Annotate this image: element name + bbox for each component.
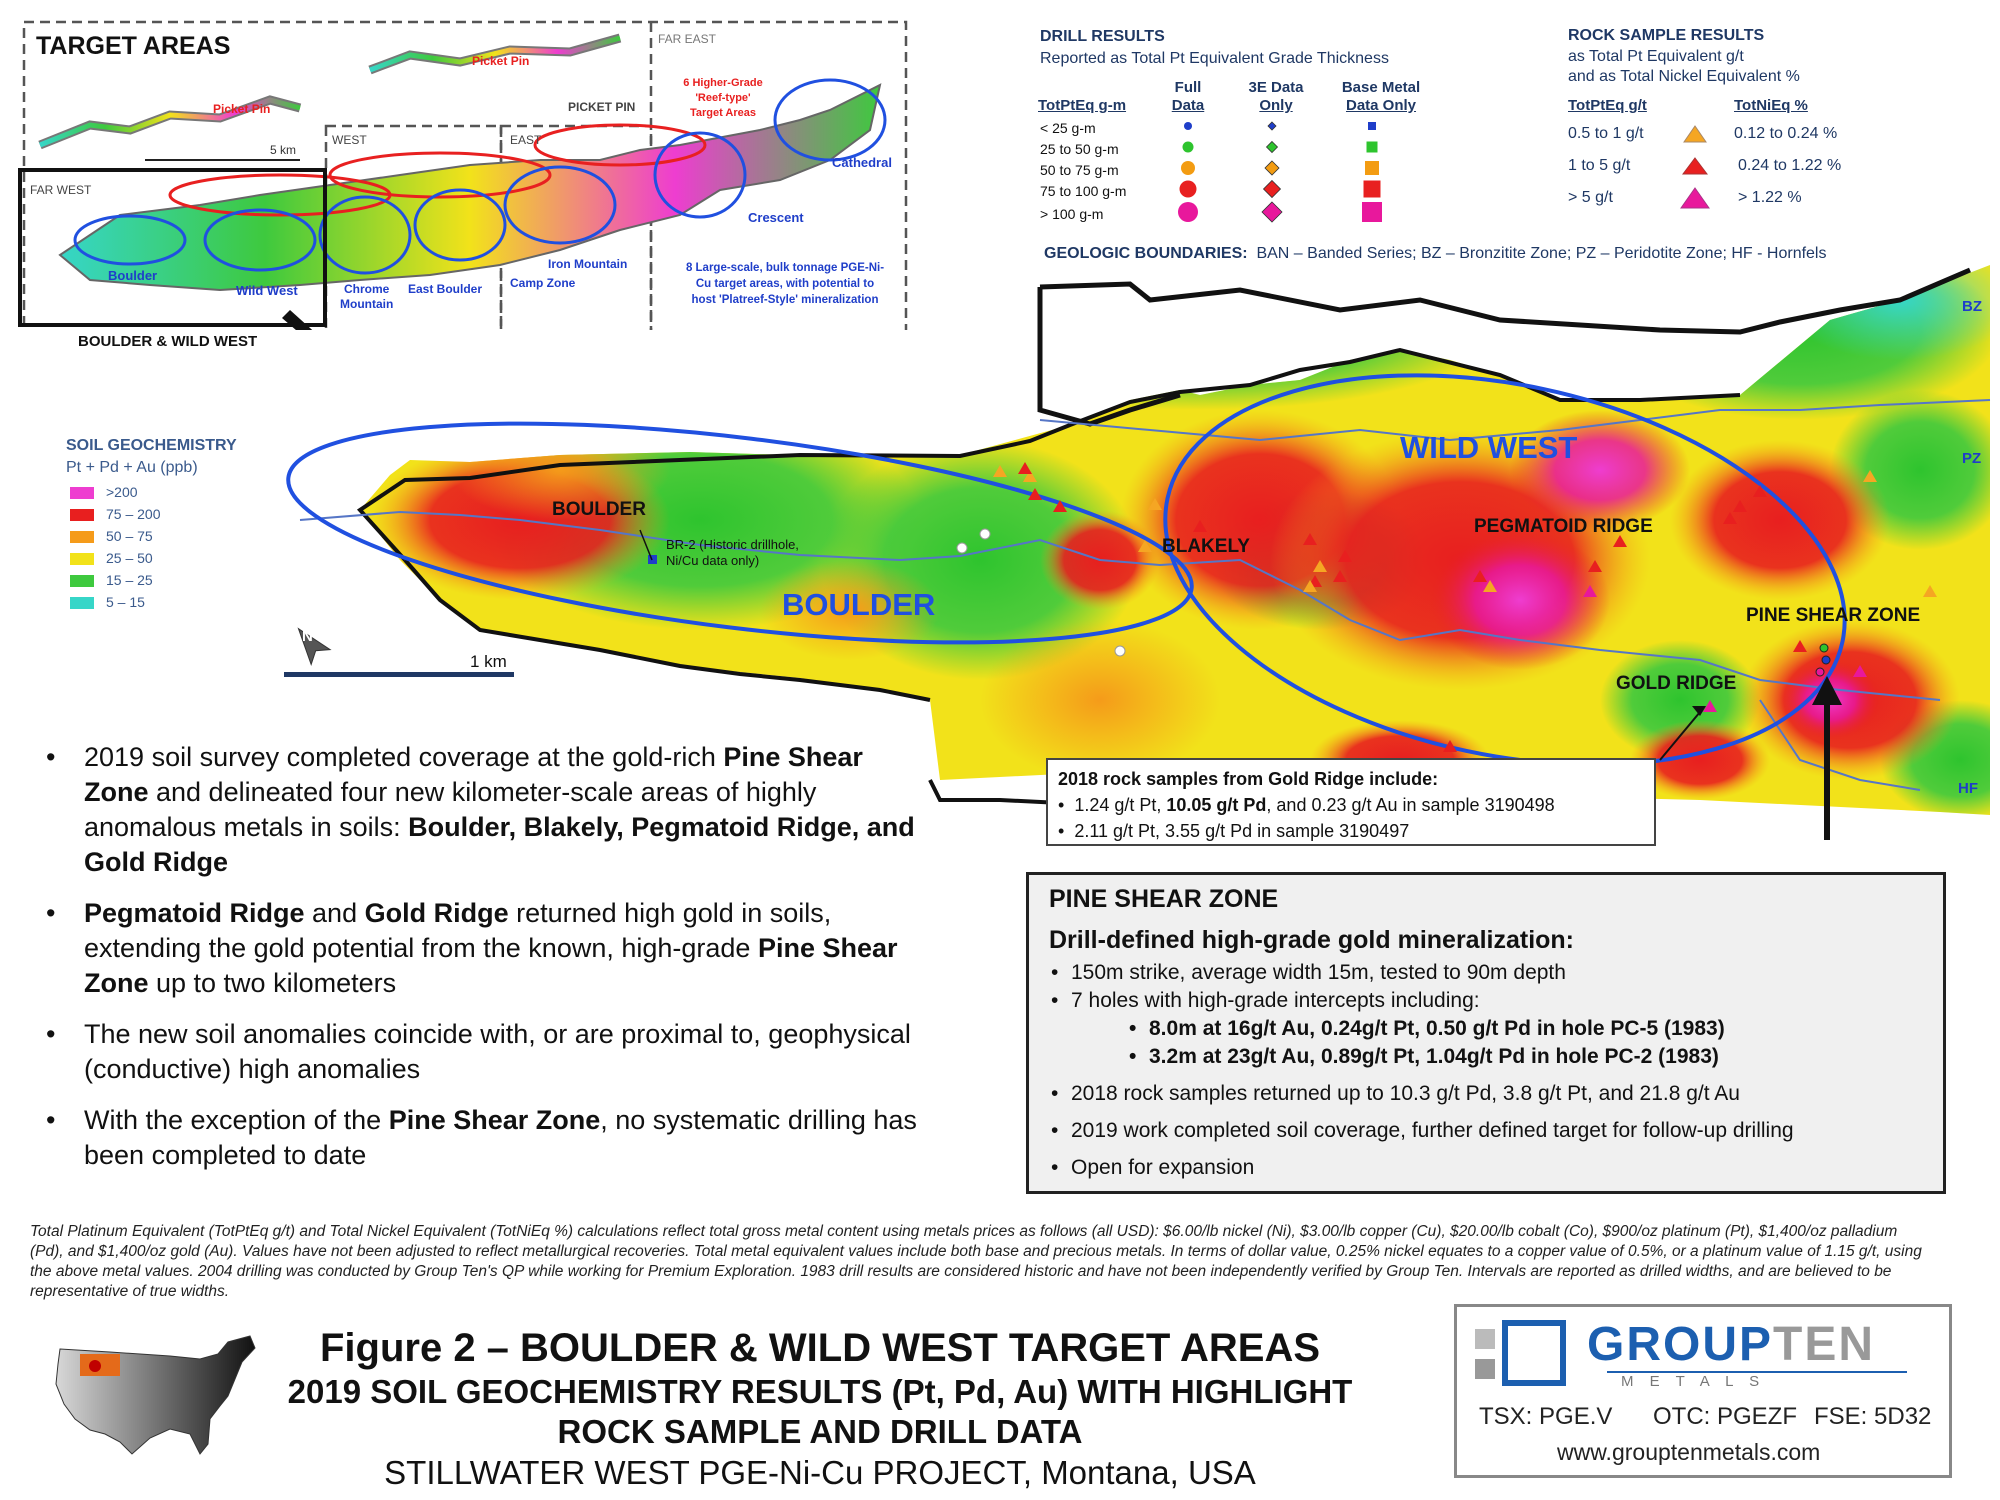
title-line-4: STILLWATER WEST PGE-Ni-Cu PROJECT, Montana, USA xyxy=(384,1454,1256,1491)
inset-chrome-mountain: Chrome Mountain xyxy=(340,282,394,311)
large-scale-note: 8 Large-scale, bulk tonnage PGE-Ni- Cu target areas, with potential to host 'Platreef-Style' mineralization xyxy=(685,262,885,306)
logo-metals: M E T A L S xyxy=(1621,1373,1766,1390)
boulder-map-label: BOULDER xyxy=(552,499,646,520)
title-line-3: ROCK SAMPLE AND DRILL DATA xyxy=(557,1413,1083,1450)
drill-col-full: Full Data xyxy=(1171,79,1205,114)
wild-west-map-label: WILD WEST xyxy=(1400,430,1578,465)
boulder-big-label: BOULDER xyxy=(782,587,936,622)
pine-shear-zone-box xyxy=(1026,872,1946,1194)
rock-row-a0: 0.5 to 1 g/t xyxy=(1568,125,1644,142)
bullet-2: • Pegmatoid Ridge and Gold Ridge returned high gold in soils, extending the gold potential from the known, high-grade Pine Shear Zone up to two kilometers xyxy=(40,896,920,1001)
drill-row-4: > 100 g-m xyxy=(1040,206,1104,222)
drill-col-3e: 3E Data Only xyxy=(1248,79,1304,114)
inset-crescent: Crescent xyxy=(748,210,804,225)
gold-ridge-label: GOLD RIDGE xyxy=(1616,673,1737,694)
project-location-marker xyxy=(89,1360,101,1372)
pz-label: PZ xyxy=(1962,450,1982,467)
drill-col-grade: TotPtEq g-m xyxy=(1038,97,1127,114)
far-east-label: FAR EAST xyxy=(658,32,717,46)
usa-location-map xyxy=(50,1334,260,1466)
group-ten-logo-icon xyxy=(1471,1319,1571,1397)
footnote: Total Platinum Equivalent (TotPtEq g/t) and Total Nickel Equivalent (TotNiEq %) calculations reflect total gross metal content using metals prices as follows (all USD): $6.00/lb nickel (Ni), $3.00/lb copper (Cu), $20.00/lb cobalt (Co), $900/oz platinum (Pt), $1,400/oz palladium (Pd), and $1,400/oz gold (Au). Values have not been adjusted to reflect metallurgical recoveries. Total metal equivalent values include both base and precious metals. In terms of dollar value, 0.25% nickel equates to a copper value of 0.5%, or a platinum value of 1.15 g/t, using the above metal values. 2004 drilling was conducted by Group Ten's QP while working for Premium Exploration. 1983 drill results are considered historic and have not been independently verified by Group Ten. Intervals are reported as drilled widths, and are believed to be representative of true widths. xyxy=(30,1223,1922,1300)
rock-head-pt: TotPtEq g/t xyxy=(1568,97,1647,114)
picket-pin-label-a: Picket Pin xyxy=(213,102,271,116)
inset-east-boulder: East Boulder xyxy=(408,282,483,296)
drillhole-marker xyxy=(957,543,967,553)
map-scale-bar xyxy=(284,672,514,677)
summary-bullets xyxy=(40,740,920,1189)
drillhole-marker xyxy=(980,529,990,539)
pine-item-2: • 7 holes with high-grade intercepts including: xyxy=(1049,987,1923,1015)
inset-wild-west: Wild West xyxy=(236,283,298,298)
group-ten-logo-box xyxy=(1454,1304,1952,1478)
blakely-label: BLAKELY xyxy=(1162,536,1250,557)
drill-row-2: 50 to 75 g-m xyxy=(1040,162,1119,178)
gold-ridge-box-title: 2018 rock samples from Gold Ridge include: xyxy=(1058,769,1439,789)
bullet-1: • 2019 soil survey completed coverage at the gold-rich Pine Shear Zone and delineated four new kilometer-scale areas of highly anomalous metals in soils: Boulder, Blakely, Pegmatoid Ridge, and Gold Ridge xyxy=(40,740,920,880)
pine-item-1: • 150m strike, average width 15m, tested to 90m depth xyxy=(1049,959,1923,987)
rock-legend-title: ROCK SAMPLE RESULTS xyxy=(1568,27,1765,44)
title-line-1: Figure 2 – BOULDER & WILD WEST TARGET AREAS xyxy=(319,1326,1321,1370)
rock-legend-sub2: and as Total Nickel Equivalent % xyxy=(1568,68,1800,85)
drill-col-base: Base Metal Data Only xyxy=(1341,79,1421,114)
pine-shear-zone-label: PINE SHEAR ZONE xyxy=(1746,605,1921,626)
soil-legend-items: >200 75 – 200 50 – 75 25 – 50 15 – 25 5 – 15 xyxy=(70,484,161,616)
pine-item-5: • Open for expansion xyxy=(1049,1154,1923,1182)
pine-box-title: PINE SHEAR ZONE xyxy=(1049,885,1279,913)
drillhole-marker xyxy=(1820,644,1828,652)
website-link[interactable]: www.grouptenmetals.com xyxy=(1557,1439,1821,1465)
figure-title xyxy=(280,1324,1360,1494)
far-west-label: FAR WEST xyxy=(30,183,92,197)
upper-boundary xyxy=(1040,287,1180,424)
rock-head-ni: TotNiEq % xyxy=(1734,97,1808,114)
rock-row-b1: 0.24 to 1.22 % xyxy=(1738,157,1842,174)
ticker-tsx: TSX: PGE.V xyxy=(1479,1403,1613,1430)
callout-label: BOULDER & WILD WEST xyxy=(78,333,258,350)
pine-item-3: • 2018 rock samples returned up to 10.3 g/t Pd, 3.8 g/t Pt, and 21.8 g/t Au xyxy=(1049,1080,1923,1108)
rock-row-b2: > 1.22 % xyxy=(1738,189,1802,206)
drill-row-3: 75 to 100 g-m xyxy=(1040,183,1127,199)
bullet-4: • With the exception of the Pine Shear Zone, no systematic drilling has been completed to date xyxy=(40,1103,920,1173)
inset-iron-mountain: Iron Mountain xyxy=(548,257,628,271)
title-line-2: 2019 SOIL GEOCHEMISTRY RESULTS (Pt, Pd, Au) WITH HIGHLIGHT xyxy=(287,1373,1353,1410)
drill-row-0: < 25 g-m xyxy=(1040,120,1096,136)
east-label: EAST xyxy=(510,133,542,147)
pegmatoid-ridge-label: PEGMATOID RIDGE xyxy=(1474,516,1653,537)
inset-camp-zone: Camp Zone xyxy=(510,276,576,290)
ticker-fse: FSE: 5D32 xyxy=(1814,1403,1932,1430)
drill-legend-title: DRILL RESULTS xyxy=(1040,28,1165,45)
gold-ridge-sample-2: • 2.11 g/t Pt, 3.55 g/t Pd in sample 3190497 xyxy=(1058,821,1410,841)
ticker-otc: OTC: PGEZF xyxy=(1653,1403,1797,1430)
drill-row-1: 25 to 50 g-m xyxy=(1040,141,1119,157)
usa-outline xyxy=(56,1336,255,1454)
inset-title: TARGET AREAS xyxy=(36,32,231,60)
hf-label: HF xyxy=(1958,780,1978,797)
rock-row-a1: 1 to 5 g/t xyxy=(1568,157,1631,174)
inset-scale-label: 5 km xyxy=(270,143,297,157)
pine-box-subtitle: Drill-defined high-grade gold mineralization: xyxy=(1049,926,1575,954)
bz-label: BZ xyxy=(1962,298,1982,315)
soil-legend-subtitle: Pt + Pd + Au (ppb) xyxy=(66,459,198,476)
drillhole-marker xyxy=(1822,656,1830,664)
north-label: N xyxy=(302,628,313,645)
picket-pin-label-b: Picket Pin xyxy=(472,54,530,68)
gold-ridge-sample-1: • 1.24 g/t Pt, 10.05 g/t Pd, and 0.23 g/t Au in sample 3190498 xyxy=(1058,795,1555,815)
rock-row-b0: 0.12 to 0.24 % xyxy=(1734,125,1838,142)
map-scale-label: 1 km xyxy=(470,652,507,671)
drillhole-marker xyxy=(1115,646,1125,656)
rock-row-a2: > 5 g/t xyxy=(1568,189,1613,206)
inset-cathedral: Cathedral xyxy=(832,155,892,170)
inset-boulder: Boulder xyxy=(108,268,158,283)
geologic-boundaries: GEOLOGIC BOUNDARIES: BAN – Banded Series; BZ – Bronzitite Zone; PZ – Peridotite Zone; HF - Hornfels xyxy=(1044,245,1827,262)
pine-item-4: • 2019 work completed soil coverage, further defined target for follow-up drilling xyxy=(1049,1117,1923,1145)
picket-pin-region-label: PICKET PIN xyxy=(568,100,636,114)
br2-label: BR-2 (Historic drillhole, Ni/Cu data only) xyxy=(666,537,799,568)
reef-note: 6 Higher-Grade 'Reef-type' Target Areas xyxy=(683,77,763,119)
rock-legend-sub1: as Total Pt Equivalent g/t xyxy=(1568,48,1744,65)
pine-intercept-2: • 3.2m at 23g/t Au, 0.89g/t Pt, 1.04g/t Pd in hole PC-2 (1983) xyxy=(1049,1043,1923,1071)
gold-ridge-samples-box xyxy=(1046,758,1656,846)
drillhole-marker xyxy=(1816,668,1824,676)
soil-legend-title: SOIL GEOCHEMISTRY xyxy=(66,437,237,454)
drill-legend-subtitle: Reported as Total Pt Equivalent Grade Thickness xyxy=(1040,50,1389,67)
pine-intercept-1: • 8.0m at 16g/t Au, 0.24g/t Pt, 0.50 g/t Pd in hole PC-5 (1983) xyxy=(1049,1015,1923,1043)
bullet-3: • The new soil anomalies coincide with, or are proximal to, geophysical (conductive) high anomalies xyxy=(40,1017,920,1087)
logo-wordmark: GROUPTEN xyxy=(1587,1318,1876,1371)
west-label: WEST xyxy=(332,133,367,147)
